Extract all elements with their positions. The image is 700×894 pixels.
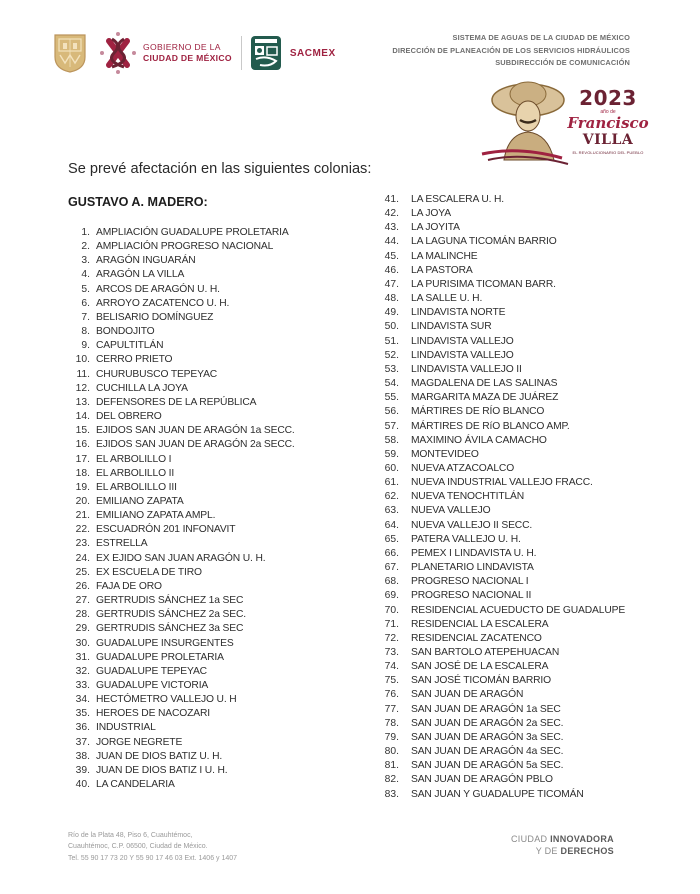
colonias-list-right bbox=[380, 193, 625, 802]
header-logos bbox=[53, 30, 336, 76]
colonia-number: 68. bbox=[384, 576, 399, 588]
colonia-number: 16. bbox=[75, 439, 90, 451]
colonia-name: CERRO PRIETO bbox=[96, 354, 173, 366]
colonia-name: EL ARBOLILLO II bbox=[96, 467, 175, 479]
address-line-2: Cuauhtémoc, C.P. 06500, Ciudad de México. bbox=[68, 843, 208, 851]
colonia-item bbox=[380, 306, 625, 320]
colonia-name: PROGRESO NACIONAL II bbox=[411, 590, 532, 602]
colonia-number: 21. bbox=[75, 510, 90, 522]
colonia-name: MÁRTIRES DE RíO BLANCO AMP. bbox=[411, 420, 570, 432]
colonia-number: 42. bbox=[384, 208, 399, 220]
colonia-number: 8. bbox=[81, 326, 90, 338]
colonia-name: NUEVA VALLEJO II SECC. bbox=[411, 519, 533, 531]
colonia-number: 61. bbox=[384, 477, 399, 489]
colonia-name: SAN JOSÉ DE LA ESCALERA bbox=[411, 661, 549, 673]
colonia-item bbox=[380, 349, 625, 363]
colonia-name: LA SALLE U. H. bbox=[411, 293, 483, 305]
colonia-item bbox=[380, 632, 625, 646]
villa-text-stack bbox=[568, 88, 648, 155]
colonia-name: LINDAVISTA VALLEJO bbox=[411, 335, 514, 347]
colonia-name: PEMEX I LINDAVISTA U. H. bbox=[411, 547, 537, 559]
colonia-name: AMPLIACIÓN GUADALUPE PROLETARIA bbox=[96, 227, 289, 238]
agency-line-1: SISTEMA DE AGUAS DE LA CIUDAD DE MÉXICO bbox=[452, 33, 630, 42]
colonia-number: 35. bbox=[75, 708, 90, 720]
colonia-number: 41. bbox=[384, 194, 399, 205]
colonia-number: 55. bbox=[384, 392, 399, 404]
colonia-number: 17. bbox=[75, 453, 90, 465]
colonia-number: 4. bbox=[81, 269, 90, 281]
colonia-number: 74. bbox=[384, 661, 399, 673]
colonia-item bbox=[66, 254, 295, 268]
colonia-name: HEROES DE NACOZARI bbox=[96, 708, 211, 720]
colonia-item bbox=[380, 278, 625, 292]
francisco-villa-2023-logo bbox=[478, 80, 648, 166]
colonia-number: 58. bbox=[384, 434, 399, 446]
colonia-name: EMILIANO ZAPATA AMPL. bbox=[96, 510, 216, 522]
district-heading: GUSTAVO A. MADERO: bbox=[68, 195, 208, 209]
colonia-name: CUCHILLA LA JOYA bbox=[96, 382, 188, 394]
colonia-item bbox=[66, 693, 295, 707]
colonia-name: ESCUADRÓN 201 INFONAVIT bbox=[96, 524, 236, 536]
colonia-item bbox=[66, 311, 295, 325]
colonia-item bbox=[66, 339, 295, 353]
colonia-item bbox=[380, 773, 625, 787]
colonia-number: 29. bbox=[75, 623, 90, 635]
colonia-item bbox=[380, 250, 625, 264]
colonia-number: 53. bbox=[384, 363, 399, 375]
colonia-item bbox=[380, 589, 625, 603]
colonia-item bbox=[380, 660, 625, 674]
colonia-name: SAN JOSÉ TICOMÁN BARRIO bbox=[411, 675, 551, 687]
colonia-name: SAN JUAN DE ARAGÓN 3a SEC. bbox=[411, 731, 564, 743]
colonia-item bbox=[380, 504, 625, 518]
colonia-item bbox=[66, 622, 295, 636]
colonia-name: JORGE NEGRETE bbox=[96, 736, 183, 748]
colonia-number: 71. bbox=[384, 618, 399, 630]
colonia-item bbox=[380, 519, 625, 533]
colonia-item bbox=[66, 552, 295, 566]
colonia-name: LA PURISIMA TICOMAN BARR. bbox=[411, 278, 556, 290]
government-wordmark bbox=[143, 42, 232, 64]
colonia-number: 45. bbox=[384, 250, 399, 262]
colonia-item bbox=[380, 462, 625, 476]
colonia-number: 52. bbox=[384, 349, 399, 361]
colonia-item bbox=[380, 788, 625, 802]
colonia-name: GUADALUPE INSURGENTES bbox=[96, 637, 234, 649]
colonia-number: 34. bbox=[75, 694, 90, 706]
colonia-item bbox=[380, 476, 625, 490]
address-line-1: Río de la Plata 48, Piso 6, Cuauhtémoc, bbox=[68, 832, 193, 839]
colonia-name: SAN JUAN DE ARAGÓN 4a SEC. bbox=[411, 746, 564, 758]
colonia-name: PATERA VALLEJO U. H. bbox=[411, 533, 521, 545]
colonia-item bbox=[66, 707, 295, 721]
colonia-name: MAXIMINO ÁVILA CAMACHO bbox=[411, 434, 547, 446]
colonia-name: DEL OBRERO bbox=[96, 411, 162, 423]
agency-line-3: SUBDIRECCIÓN DE COMUNICACIÓN bbox=[495, 58, 630, 67]
colonia-number: 50. bbox=[384, 321, 399, 333]
colonia-item bbox=[66, 721, 295, 735]
colonia-item bbox=[66, 637, 295, 651]
colonia-number: 24. bbox=[75, 552, 90, 564]
colonia-number: 44. bbox=[384, 236, 399, 248]
colonia-item bbox=[380, 533, 625, 547]
colonia-item bbox=[66, 566, 295, 580]
colonia-item bbox=[66, 453, 295, 467]
colonia-name: JUAN DE DIOS BATIZ U. H. bbox=[96, 750, 223, 762]
villa-anio-de: año de bbox=[600, 109, 616, 115]
colonia-number: 56. bbox=[384, 406, 399, 418]
colonia-name: SAN JUAN DE ARAGÓN PBLO bbox=[411, 774, 553, 786]
colonia-name: SAN JUAN DE ARAGÓN 2a SEC. bbox=[411, 717, 564, 729]
intro-text: Se prevé afectación en las siguientes colonias: bbox=[68, 161, 372, 177]
colonia-name: EJIDOS SAN JUAN DE ARAGÓN 2a SECC. bbox=[96, 439, 295, 451]
colonia-number: 78. bbox=[384, 717, 399, 729]
colonia-number: 32. bbox=[75, 665, 90, 677]
colonia-item bbox=[66, 736, 295, 750]
colonia-name: NUEVA ATZACOALCO bbox=[411, 462, 515, 474]
colonia-number: 2. bbox=[81, 241, 90, 253]
colonia-name: ARAGÓN LA VILLA bbox=[96, 269, 185, 281]
colonia-name: LA MALINCHE bbox=[411, 250, 478, 262]
colonia-item bbox=[66, 438, 295, 452]
colonias-list-left bbox=[66, 226, 295, 792]
colonia-item bbox=[66, 268, 295, 282]
colonia-name: INDUSTRIAL bbox=[96, 722, 156, 734]
colonia-number: 1. bbox=[81, 227, 90, 238]
colonia-number: 72. bbox=[384, 632, 399, 644]
footer-address bbox=[68, 830, 237, 864]
government-text-line1: GOBIERNO DE LA bbox=[143, 42, 221, 52]
colonia-item bbox=[380, 434, 625, 448]
colonia-number: 64. bbox=[384, 519, 399, 531]
colonia-name: LA LAGUNA TICOMÁN BARRIO bbox=[411, 236, 557, 248]
colonia-name: CHURUBUSCO TEPEYAC bbox=[96, 368, 218, 380]
colonia-item bbox=[380, 688, 625, 702]
government-text-line2: CIUDAD DE MÉXICO bbox=[143, 53, 232, 63]
colonia-name: ARCOS DE ARAGÓN U. H. bbox=[96, 283, 220, 295]
colonia-number: 23. bbox=[75, 538, 90, 550]
villa-subtitle: EL REVOLUCIONARIO DEL PUEBLO bbox=[572, 150, 644, 155]
colonia-item bbox=[380, 618, 625, 632]
colonia-name: BELISARIO DOMÍNGUEZ bbox=[96, 311, 214, 323]
colonia-name: ARROYO ZACATENCO U. H. bbox=[96, 297, 230, 309]
colonia-item bbox=[380, 745, 625, 759]
colonia-name: EX ESCUELA DE TIRO bbox=[96, 566, 202, 578]
colonia-number: 75. bbox=[384, 675, 399, 687]
colonia-name: GERTRUDIS SÁNCHEZ 2a SEC. bbox=[96, 609, 246, 621]
colonia-number: 70. bbox=[384, 604, 399, 616]
colonia-name: SAN JUAN DE ARAGÓN 1a SEC bbox=[411, 703, 561, 715]
colonia-number: 40. bbox=[75, 779, 90, 791]
colonia-number: 13. bbox=[75, 396, 90, 408]
logo-divider bbox=[241, 36, 242, 70]
colonia-number: 82. bbox=[384, 774, 399, 786]
colonia-name: MARGARITA MAZA DE JUÁREZ bbox=[411, 392, 559, 404]
sacmex-glyph-icon bbox=[250, 35, 282, 71]
slogan-ciudad: CIUDAD bbox=[511, 834, 551, 844]
colonia-number: 66. bbox=[384, 547, 399, 559]
colonia-number: 33. bbox=[75, 680, 90, 691]
colonia-name: ESTRELLA bbox=[96, 538, 148, 550]
colonia-item bbox=[380, 292, 625, 306]
colonia-name: GERTRUDIS SÁNCHEZ 1a SEC bbox=[96, 595, 244, 607]
colonia-item bbox=[380, 575, 625, 589]
colonia-item bbox=[66, 580, 295, 594]
colonia-number: 54. bbox=[384, 378, 399, 390]
colonia-item bbox=[380, 731, 625, 745]
colonia-name: GUADALUPE PROLETARIA bbox=[96, 651, 224, 663]
colonia-number: 6. bbox=[81, 297, 90, 309]
colonia-item bbox=[380, 405, 625, 419]
colonia-name: GERTRUDIS SÁNCHEZ 3a SEC bbox=[96, 623, 244, 635]
colonia-item bbox=[66, 509, 295, 523]
colonia-item bbox=[380, 561, 625, 575]
villa-year: 2023 bbox=[579, 86, 637, 110]
colonia-item bbox=[66, 240, 295, 254]
colonia-item bbox=[380, 604, 625, 618]
colonia-number: 63. bbox=[384, 505, 399, 517]
colonia-item bbox=[66, 481, 295, 495]
colonia-number: 43. bbox=[384, 222, 399, 234]
colonia-item bbox=[66, 467, 295, 481]
colonia-item bbox=[66, 778, 295, 792]
colonia-name: CAPULTITLÁN bbox=[96, 340, 164, 352]
colonia-name: LA JOYITA bbox=[411, 222, 460, 234]
colonia-number: 18. bbox=[75, 467, 90, 479]
colonia-number: 15. bbox=[75, 425, 90, 437]
colonia-name: SAN BARTOLO ATEPEHUACAN bbox=[411, 647, 560, 658]
colonia-number: 81. bbox=[384, 760, 399, 772]
colonia-number: 10. bbox=[75, 354, 90, 366]
colonia-name: GUADALUPE TEPEYAC bbox=[96, 665, 207, 677]
colonia-item bbox=[380, 391, 625, 405]
colonia-item bbox=[380, 547, 625, 561]
agency-block bbox=[392, 32, 630, 70]
colonia-item bbox=[66, 368, 295, 382]
colonia-number: 11. bbox=[76, 368, 90, 380]
colonia-number: 79. bbox=[384, 731, 399, 743]
colonia-name: RESIDENCIAL ACUEDUCTO DE GUADALUPE bbox=[411, 604, 626, 616]
colonia-number: 80. bbox=[384, 746, 399, 758]
colonia-number: 76. bbox=[384, 689, 399, 701]
colonia-item bbox=[66, 226, 295, 240]
colonia-name: SAN JUAN Y GUADALUPE TICOMÁN bbox=[411, 788, 584, 800]
colonia-number: 48. bbox=[384, 293, 399, 305]
colonia-name: EX EJIDO SAN JUAN ARAGÓN U. H. bbox=[96, 552, 266, 564]
cdmx-emblem-icon bbox=[99, 31, 137, 75]
colonia-number: 12. bbox=[75, 382, 90, 394]
colonia-item bbox=[380, 221, 625, 235]
cdmx-coat-of-arms-icon bbox=[53, 33, 87, 73]
colonia-item bbox=[66, 750, 295, 764]
colonia-item bbox=[66, 396, 295, 410]
colonia-number: 27. bbox=[75, 595, 90, 607]
colonia-name: ARAGÓN INGUARÁN bbox=[96, 255, 196, 267]
villa-portrait-icon bbox=[478, 80, 573, 166]
colonia-name: NUEVA TENOCHTITLÁN bbox=[411, 491, 525, 503]
colonia-number: 47. bbox=[384, 278, 399, 290]
colonia-item bbox=[380, 717, 625, 731]
colonia-name: EL ARBOLILLO III bbox=[96, 481, 177, 493]
agency-line-2: DIRECCIÓN DE PLANEACIÓN DE LOS SERVICIOS HIDRÁULICOS bbox=[392, 45, 630, 55]
colonia-number: 3. bbox=[81, 255, 90, 267]
colonia-name: RESIDENCIAL LA ESCALERA bbox=[411, 618, 549, 630]
colonia-name: JUAN DE DIOS BATIZ I U. H. bbox=[96, 764, 228, 776]
colonia-item bbox=[380, 759, 625, 773]
colonia-name: PROGRESO NACIONAL I bbox=[411, 576, 529, 588]
colonia-item bbox=[66, 325, 295, 339]
colonia-name: PLANETARIO LINDAVISTA bbox=[411, 562, 534, 574]
colonia-item bbox=[380, 320, 625, 334]
colonia-item bbox=[66, 424, 295, 438]
colonia-name: MAGDALENA DE LAS SALINAS bbox=[411, 378, 558, 390]
colonia-name: EMILIANO ZAPATA bbox=[96, 495, 184, 507]
colonia-item bbox=[380, 646, 625, 660]
colonia-name: DEFENSORES DE LA REPÚBLICA bbox=[96, 396, 257, 408]
colonia-item bbox=[66, 353, 295, 367]
colonia-number: 22. bbox=[75, 524, 90, 536]
colonia-name: LINDAVISTA NORTE bbox=[411, 307, 506, 319]
colonia-item bbox=[380, 207, 625, 221]
footer-slogan bbox=[511, 834, 614, 857]
colonia-number: 19. bbox=[75, 481, 90, 493]
colonia-item bbox=[66, 594, 295, 608]
colonia-item bbox=[380, 193, 625, 207]
colonia-item bbox=[380, 235, 625, 249]
colonia-item bbox=[380, 674, 625, 688]
colonia-item bbox=[66, 382, 295, 396]
colonia-number: 51. bbox=[384, 335, 399, 347]
colonia-number: 28. bbox=[75, 609, 90, 621]
colonia-item bbox=[66, 537, 295, 551]
colonia-number: 26. bbox=[75, 580, 90, 592]
colonia-number: 69. bbox=[384, 590, 399, 602]
colonia-number: 38. bbox=[75, 750, 90, 762]
colonia-name: FAJA DE ORO bbox=[96, 580, 162, 592]
colonia-number: 49. bbox=[384, 307, 399, 319]
colonia-number: 9. bbox=[81, 340, 90, 352]
colonia-item bbox=[66, 679, 295, 693]
colonia-number: 37. bbox=[75, 736, 90, 748]
colonia-number: 14. bbox=[75, 411, 90, 423]
colonia-name: NUEVA INDUSTRIAL VALLEJO FRACC. bbox=[411, 477, 593, 489]
colonia-item bbox=[380, 377, 625, 391]
colonia-item bbox=[66, 410, 295, 424]
colonia-number: 25. bbox=[75, 566, 90, 578]
colonia-number: 36. bbox=[75, 722, 90, 734]
colonia-name: AMPLIACIÓN PROGRESO NACIONAL bbox=[96, 241, 274, 253]
colonia-item bbox=[380, 703, 625, 717]
colonia-name: LA ESCALERA U. H. bbox=[411, 194, 505, 205]
colonia-name: SAN JUAN DE ARAGÓN bbox=[411, 689, 524, 701]
colonia-item bbox=[66, 297, 295, 311]
colonia-number: 57. bbox=[384, 420, 399, 432]
colonia-item bbox=[380, 264, 625, 278]
colonia-number: 59. bbox=[384, 448, 399, 460]
colonia-number: 62. bbox=[384, 491, 399, 503]
colonia-number: 67. bbox=[384, 562, 399, 574]
colonia-item bbox=[66, 283, 295, 297]
address-phone-line: Tel. 55 90 17 73 20 Y 55 90 17 46 03 Ext. 1406 y 1407 bbox=[68, 854, 238, 862]
colonia-name: MONTEVIDEO bbox=[411, 448, 479, 460]
colonia-number: 65. bbox=[384, 533, 399, 545]
colonia-item bbox=[380, 420, 625, 434]
colonia-number: 73. bbox=[384, 647, 399, 658]
villa-name-last: VILLA bbox=[582, 132, 634, 148]
colonia-number: 20. bbox=[75, 495, 90, 507]
colonia-name: BONDOJITO bbox=[96, 326, 155, 338]
colonia-number: 46. bbox=[384, 264, 399, 276]
colonia-name: LINDAVISTA SUR bbox=[411, 321, 492, 333]
colonia-number: 60. bbox=[384, 462, 399, 474]
colonia-item bbox=[66, 665, 295, 679]
colonia-number: 30. bbox=[75, 637, 90, 649]
colonia-item bbox=[66, 764, 295, 778]
colonia-name: LA CANDELARIA bbox=[96, 779, 175, 791]
colonia-number: 5. bbox=[81, 283, 90, 295]
colonia-number: 31. bbox=[75, 651, 90, 663]
colonia-number: 7. bbox=[81, 311, 90, 323]
colonia-name: GUADALUPE VICTORIA bbox=[96, 680, 209, 691]
colonia-item bbox=[66, 608, 295, 622]
colonia-item bbox=[66, 495, 295, 509]
colonia-name: MÁRTIRES DE RÍO BLANCO bbox=[411, 406, 545, 418]
slogan-derechos: DERECHOS bbox=[560, 845, 614, 856]
sacmex-label: SACMEX bbox=[289, 47, 336, 59]
colonia-name: LINDAVISTA VALLEJO II bbox=[411, 363, 522, 375]
colonia-name: LA PASTORA bbox=[411, 264, 473, 276]
colonia-number: 77. bbox=[384, 703, 399, 715]
colonia-name: HECTÓMETRO VALLEJO U. H bbox=[96, 694, 237, 706]
colonia-number: 83. bbox=[384, 788, 399, 800]
colonia-item bbox=[380, 490, 625, 504]
colonia-name: EJIDOS SAN JUAN DE ARAGÓN 1a SECC. bbox=[96, 425, 295, 437]
colonia-item bbox=[380, 335, 625, 349]
villa-name-first: Francisco bbox=[567, 114, 649, 132]
colonia-item bbox=[380, 363, 625, 377]
slogan-y-de: Y DE bbox=[535, 845, 561, 856]
colonia-item bbox=[66, 651, 295, 665]
slogan-innovadora: INNOVADORA bbox=[550, 834, 614, 844]
colonia-name: RESIDENCIAL ZACATENCO bbox=[411, 632, 542, 644]
colonia-name: LA JOYA bbox=[411, 208, 451, 220]
colonia-name: SAN JUAN DE ARAGÓN 5a SEC. bbox=[411, 760, 564, 772]
colonia-name: LINDAVISTA VALLEJO bbox=[411, 349, 514, 361]
colonia-number: 39. bbox=[75, 764, 90, 776]
colonia-name: EL ARBOLILLO I bbox=[96, 453, 172, 465]
colonia-item bbox=[66, 523, 295, 537]
colonia-item bbox=[380, 448, 625, 462]
colonia-name: NUEVA VALLEJO bbox=[411, 505, 491, 517]
